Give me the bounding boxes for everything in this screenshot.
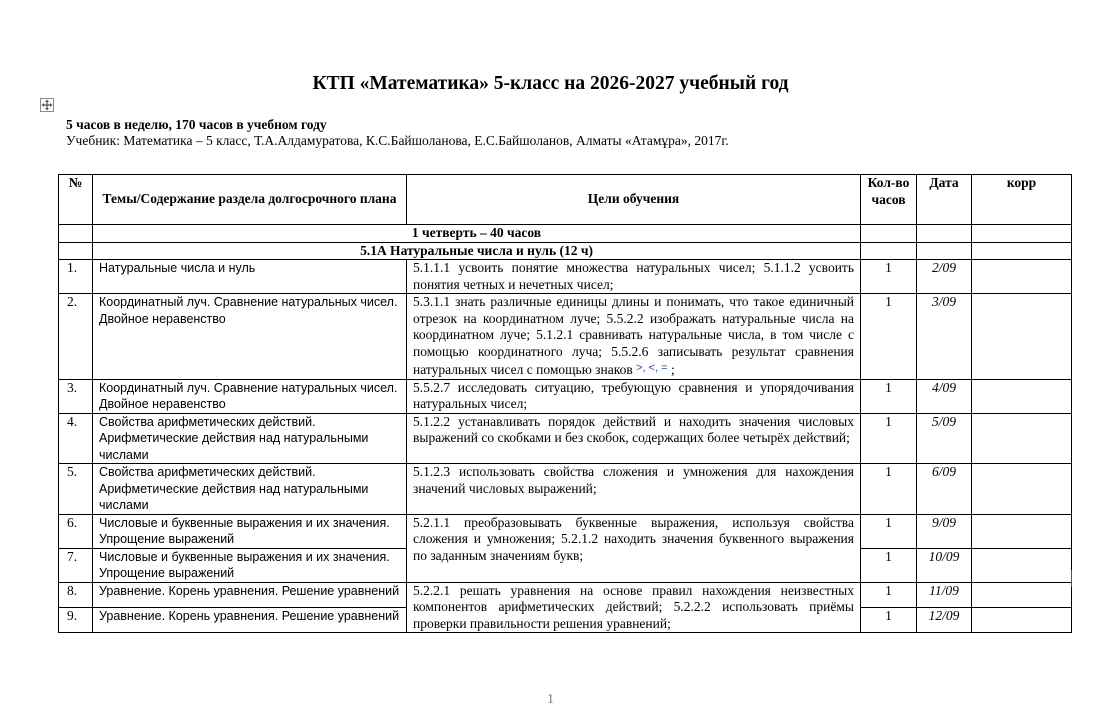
row-hours: 1 — [861, 548, 917, 582]
row-date: 5/09 — [917, 413, 972, 464]
row-number: 9. — [59, 607, 93, 632]
table-move-handle-icon[interactable] — [40, 98, 54, 112]
row-topic: Координатный луч. Сравнение натуральных чисел. Двойное неравенство — [93, 294, 407, 380]
table-row — [59, 294, 1072, 380]
row-correction — [972, 548, 1072, 582]
row-goal: 5.2.1.1 преобразовывать буквенные выражения, используя свойства сложения и умножения; 5.2.1.2 находить значения буквенного выражения по заданным значениям букв; — [407, 514, 861, 582]
row-number: 5. — [59, 464, 93, 515]
table-row — [59, 464, 1072, 515]
text-cursor — [1071, 570, 1072, 587]
header-number: № — [59, 175, 93, 225]
row-topic: Уравнение. Корень уравнения. Решение уравнений — [93, 607, 407, 632]
table-row — [59, 260, 1072, 294]
row-date: 3/09 — [917, 294, 972, 380]
row-number: 3. — [59, 379, 93, 413]
row-hours: 1 — [861, 514, 917, 548]
row-topic: Натуральные числа и нуль — [93, 260, 407, 294]
row-topic: Координатный луч. Сравнение натуральных чисел. Двойное неравенство — [93, 379, 407, 413]
row-goal: 5.1.2.3 использовать свойства сложения и умножения для нахождения значений числовых выражений; — [407, 464, 861, 515]
section-label: 5.1А Натуральные числа и нуль (12 ч) — [93, 242, 861, 260]
row-correction — [972, 294, 1072, 380]
row-goal: 5.2.2.1 решать уравнения на основе правил нахождения неизвестных компонентов арифметических действий; 5.2.2.2 использовать приёмы проверки правильности решения уравнений; — [407, 582, 861, 633]
row-correction — [972, 413, 1072, 464]
row-number: 2. — [59, 294, 93, 380]
header-topic: Темы/Содержание раздела долгосрочного плана — [93, 175, 407, 225]
row-correction — [972, 582, 1072, 607]
row-hours: 1 — [861, 464, 917, 515]
row-number: 4. — [59, 413, 93, 464]
row-correction — [972, 514, 1072, 548]
quarter-row — [59, 225, 1072, 243]
row-topic: Уравнение. Корень уравнения. Решение уравнений — [93, 582, 407, 607]
document-title: КТП «Математика» 5-класс на 2026-2027 учебный год — [312, 73, 789, 94]
row-topic: Свойства арифметических действий. Арифметические действия над натуральными числами — [93, 464, 407, 515]
row-hours: 1 — [861, 379, 917, 413]
row-date: 9/09 — [917, 514, 972, 548]
textbook-line: Учебник: Математика – 5 класс, Т.А.Алдамуратова, К.С.Байшоланова, Е.С.Байшоланов, Алматы «Атамұра», 2017г. — [66, 133, 729, 148]
row-date: 4/09 — [917, 379, 972, 413]
row-date: 11/09 — [917, 582, 972, 607]
row-goal-end: ; — [667, 362, 675, 377]
page-number: 1 — [547, 692, 554, 707]
table-row — [59, 514, 1072, 548]
row-date: 12/09 — [917, 607, 972, 632]
ktp-table — [58, 174, 1072, 633]
row-hours: 1 — [861, 294, 917, 380]
table-row — [59, 379, 1072, 413]
row-number: 6. — [59, 514, 93, 548]
row-number: 8. — [59, 582, 93, 607]
row-goal: 5.5.2.7 исследовать ситуацию, требующую сравнения и упорядочивания натуральных чисел; — [407, 379, 861, 413]
row-hours: 1 — [861, 260, 917, 294]
row-goal: 5.1.2.2 устанавливать порядок действий и находить значения числовых выражений со скобками и без скобок, содержащих более четырёх действий; — [407, 413, 861, 464]
row-number: 7. — [59, 548, 93, 582]
row-number: 1. — [59, 260, 93, 294]
table-row — [59, 413, 1072, 464]
row-correction — [972, 464, 1072, 515]
row-hours: 1 — [861, 413, 917, 464]
comparison-signs: >, <, = — [636, 362, 668, 374]
row-correction — [972, 260, 1072, 294]
row-correction — [972, 379, 1072, 413]
row-date: 6/09 — [917, 464, 972, 515]
section-row — [59, 242, 1072, 260]
header-date: Дата — [917, 175, 972, 225]
row-date: 2/09 — [917, 260, 972, 294]
row-hours: 1 — [861, 582, 917, 607]
header-hours: Кол-во часов — [861, 175, 917, 225]
hours-per-week-line: 5 часов в неделю, 170 часов в учебном году — [66, 117, 327, 132]
table-header-row — [59, 175, 1072, 225]
row-goal: 5.1.1.1 усвоить понятие множества натуральных чисел; 5.1.1.2 усвоить понятия четных и нечетных чисел; — [407, 260, 861, 294]
row-topic: Числовые и буквенные выражения и их значения. Упрощение выражений — [93, 514, 407, 548]
header-goals: Цели обучения — [407, 175, 861, 225]
row-hours: 1 — [861, 607, 917, 632]
row-goal — [407, 294, 861, 380]
row-topic: Свойства арифметических действий. Арифметические действия над натуральными числами — [93, 413, 407, 464]
quarter-label: 1 четверть – 40 часов — [93, 225, 861, 243]
table-row — [59, 582, 1072, 607]
row-goal-text: 5.3.1.1 знать различные единицы длины и понимать, что такое единичный отрезок на координатном луче; 5.5.2.2 изображать натуральные числа на координатном луче; 5.1.2.1 сравнивать натуральные числа, в том числе с помощью координатного луча; 5.5.2.6 записывать результат сравнения натуральных чисел с помощью знаков — [413, 294, 854, 377]
header-correction: корр — [972, 175, 1072, 225]
row-date: 10/09 — [917, 548, 972, 582]
row-topic: Числовые и буквенные выражения и их значения. Упрощение выражений — [93, 548, 407, 582]
row-correction — [972, 607, 1072, 632]
